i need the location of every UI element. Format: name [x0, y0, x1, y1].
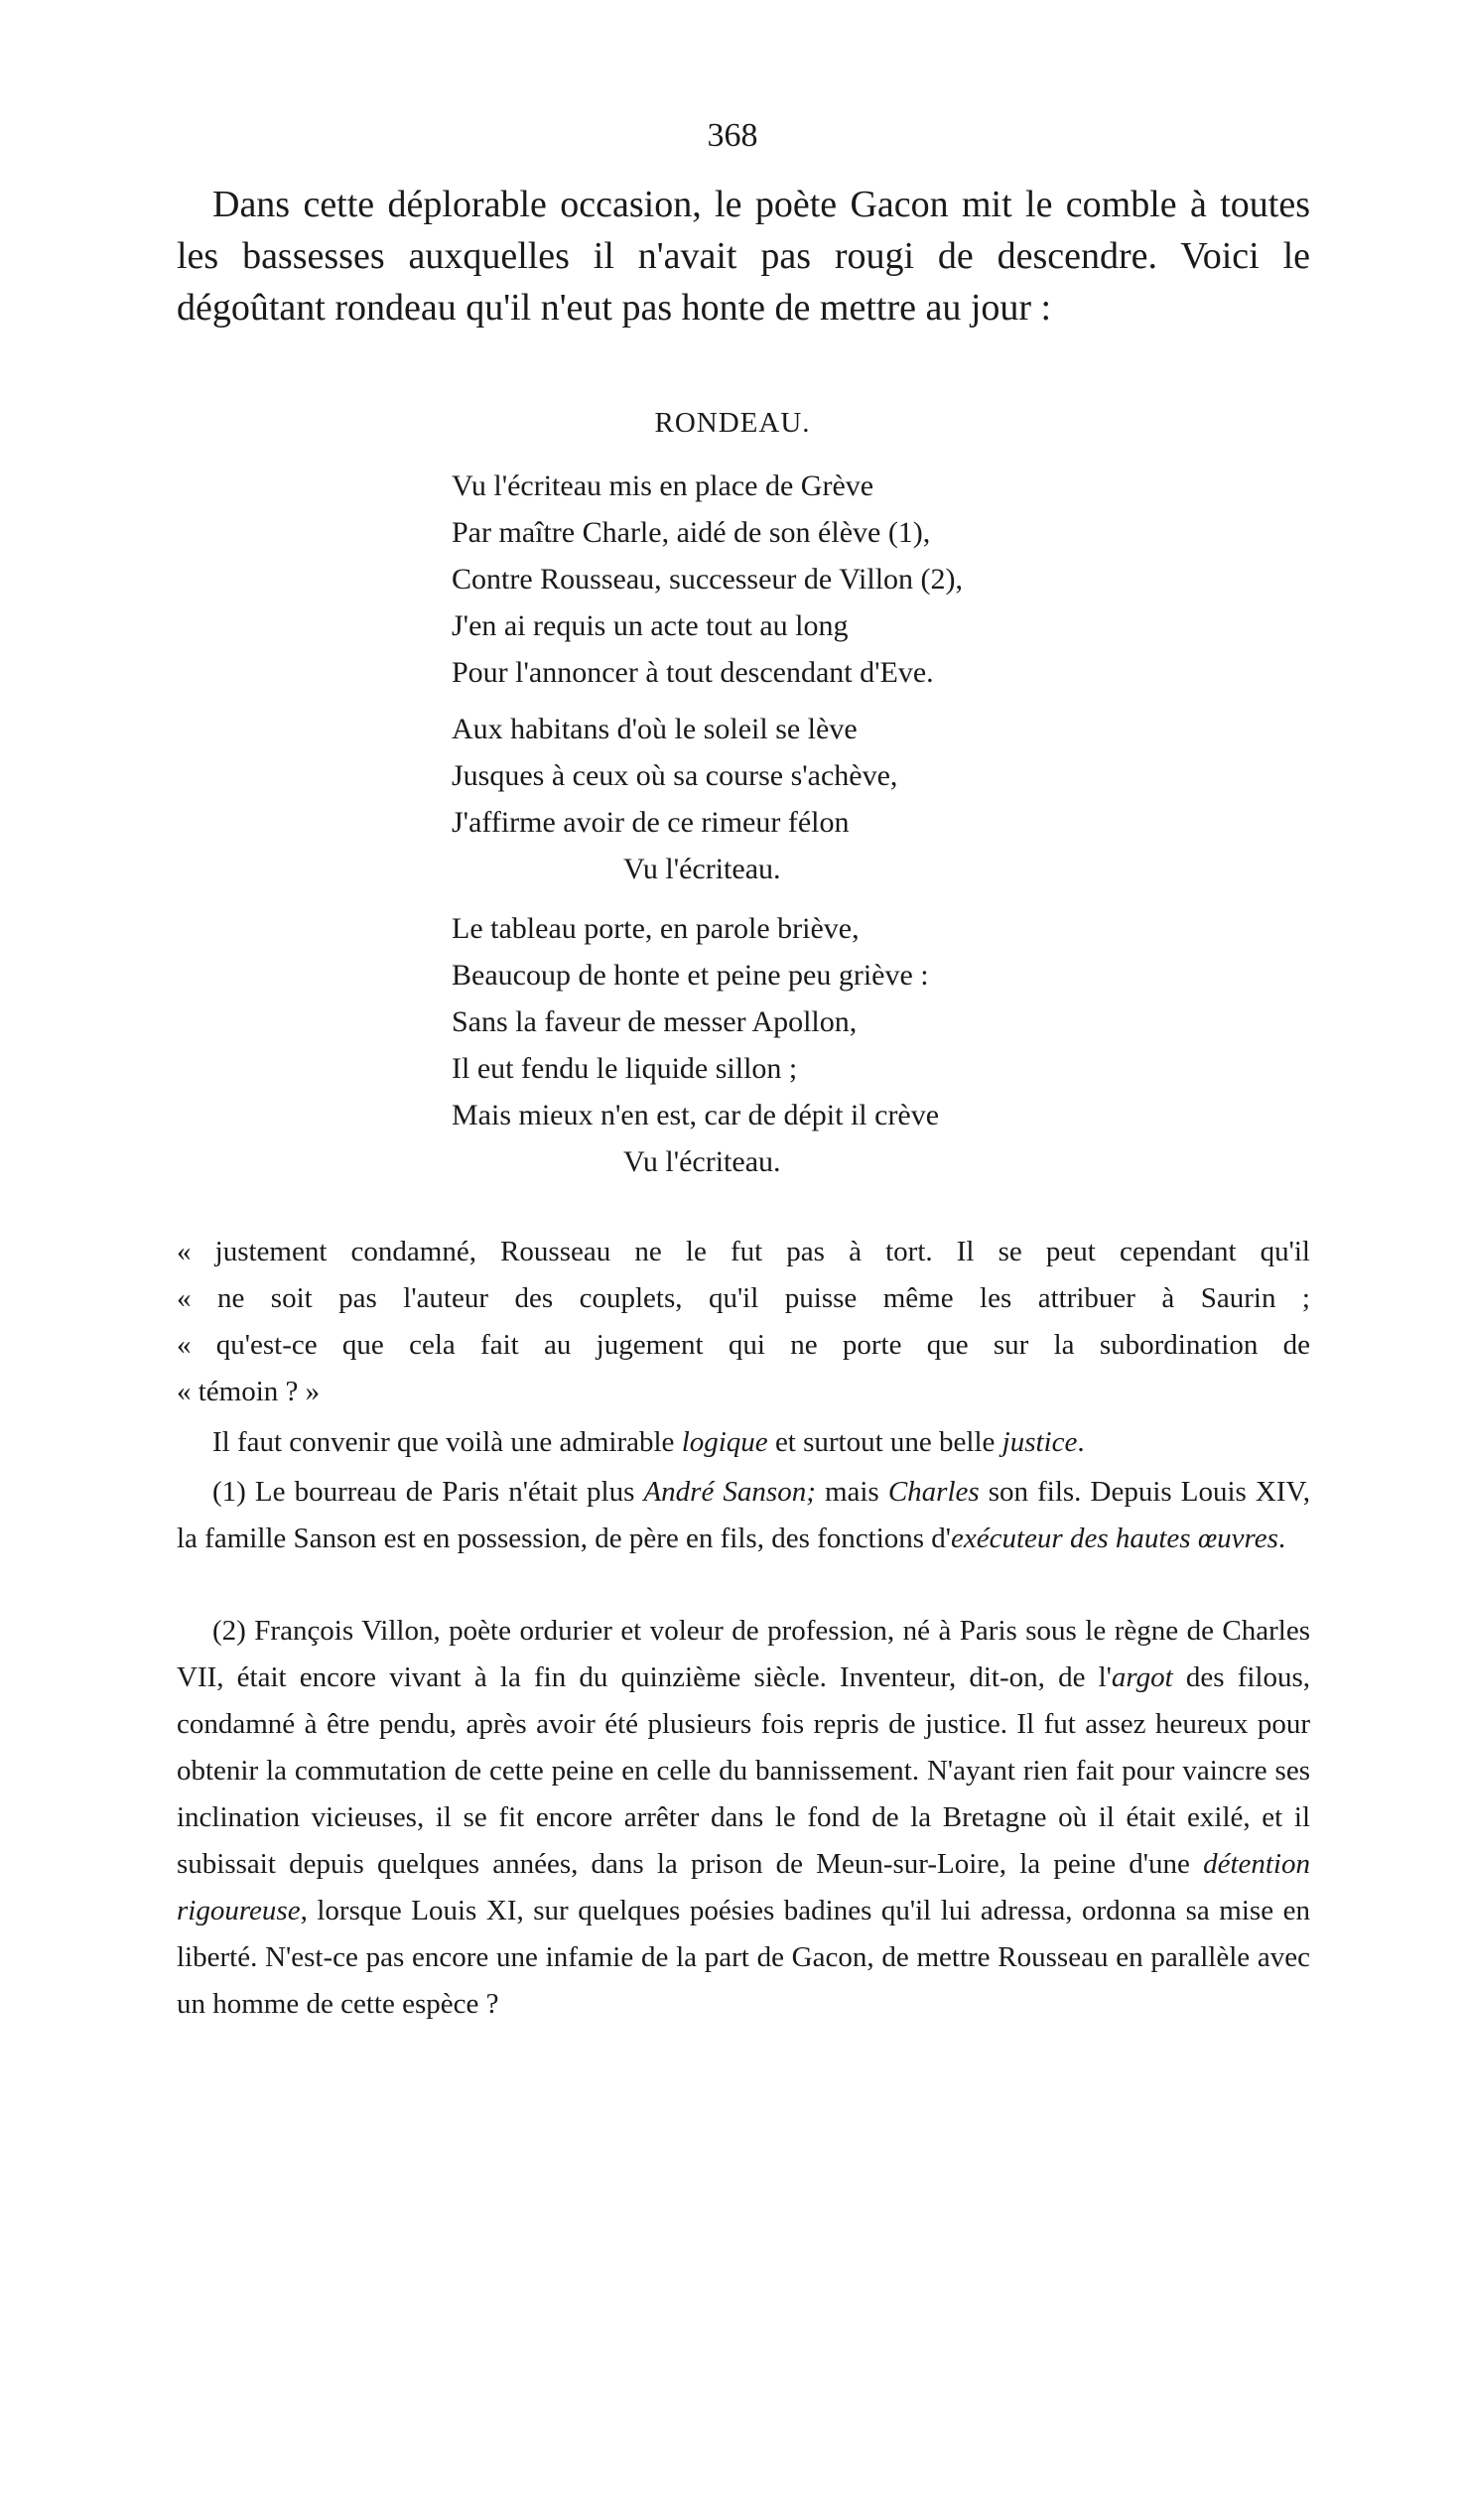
page-number: 368	[707, 117, 758, 154]
emphasis-term: exécuteur des hautes œuvres	[951, 1523, 1278, 1554]
verse-line: Jusques à ceux où sa course s'achève,	[452, 759, 898, 792]
footnote-2	[177, 1608, 1310, 2028]
verse-line: Il eut fendu le liquide sillon ;	[452, 1052, 798, 1085]
quoted-passage	[177, 1229, 1310, 1415]
rondeau-stanza-1	[452, 463, 1166, 696]
footnote-text: .	[1277, 1523, 1286, 1554]
footnote-1	[177, 1469, 1310, 1562]
verse-line: Vu l'écriteau mis en place de Grève	[452, 469, 874, 502]
verse-line: Aux habitans d'où le soleil se lève	[452, 713, 858, 745]
emphasis-term: détention rigoureuse	[177, 1848, 1310, 1926]
verse-line: Le tableau porte, en parole briève,	[452, 912, 860, 945]
rondeau-stanza-2	[452, 706, 1166, 892]
verse-line: Contre Rousseau, successeur de Villon (2),	[452, 563, 964, 596]
emphasis-justice: justice	[1001, 1426, 1078, 1458]
emphasis-argot: argot	[1111, 1661, 1173, 1693]
emphasis-logique: logique	[681, 1426, 768, 1458]
verse-line: Pour l'annoncer à tout descendant d'Eve.	[452, 656, 934, 689]
rondeau-stanza-3	[452, 905, 1166, 1185]
footnote-text: , lorsque Louis XI, sur quelques poésies badines qu'il lui adressa, ordonna sa mise en liberté. N'est-ce pas encore une infamie de la part de Gacon, de mettre Rousseau en parallèle avec un homme de cette espèce ?	[177, 1895, 1310, 2020]
verse-line: Sans la faveur de messer Apollon,	[452, 1005, 858, 1038]
footnote-text: son fils. Depuis Louis XIV, la famille Sanson est en possession, de père en fils, des fonctions d'	[177, 1476, 1310, 1554]
remark-paragraph	[177, 1419, 1310, 1466]
quote-line: « qu'est-ce que cela fait au jugement qui ne porte que sur la subordination de	[177, 1329, 1310, 1361]
intro-paragraph: Dans cette déplorable occasion, le poète Gacon mit le comble à toutes les bassesses auxquelles il n'avait pas rougi de descendre. Voici le dégoûtant rondeau qu'il n'eut pas honte de mettre au jour :	[177, 184, 1310, 329]
remark-text: Il faut convenir que voilà une admirable	[212, 1426, 682, 1458]
footnote-text: des filous, condamné à être pendu, après avoir été plusieurs fois repris de justice. Il fut assez heureux pour obtenir la commutation de cette peine en celle du bannissement. N'ayant rien fait pour vaincre ses inclination vicieuses, il se fit encore arrêter dans le fond de la Bretagne où il était exilé, et il subissait depuis quelques années, dans la prison de Meun-sur-Loire, la peine d'une	[177, 1661, 1311, 1880]
remark-text: .	[1077, 1426, 1085, 1458]
verse-line: J'affirme avoir de ce rimeur félon	[452, 806, 850, 839]
verse-line: Par maître Charle, aidé de son élève (1),	[452, 516, 931, 549]
emphasis-name: Charles	[887, 1476, 980, 1508]
verse-line: Beaucoup de honte et peine peu griève :	[452, 959, 929, 992]
remark-text: et surtout une belle	[767, 1426, 1002, 1458]
quote-line: « témoin ? »	[177, 1376, 321, 1407]
quote-line: « ne soit pas l'auteur des couplets, qu'il puisse même les attribuer à Saurin ;	[177, 1282, 1310, 1314]
verse-line: Mais mieux n'en est, car de dépit il crève	[452, 1099, 940, 1131]
refrain-line: Vu l'écriteau.	[623, 853, 781, 885]
footnote-text: (2) François Villon, poète ordurier et voleur de profession, né à Paris sous le règne de Charles VII, était encore vivant à la fin du quinzième siècle. Inventeur, dit-on, de l'	[177, 1615, 1310, 1693]
quote-line: « justement condamné, Rousseau ne le fut pas à tort. Il se peut cependant qu'il	[177, 1236, 1310, 1267]
footnote-text: mais	[815, 1476, 888, 1508]
footnote-text: (1) Le bourreau de Paris n'était plus	[212, 1476, 644, 1508]
rondeau-title: RONDEAU.	[654, 407, 811, 439]
emphasis-name: André Sanson;	[643, 1476, 816, 1508]
verse-line: J'en ai requis un acte tout au long	[452, 609, 849, 642]
refrain-line: Vu l'écriteau.	[623, 1145, 781, 1178]
